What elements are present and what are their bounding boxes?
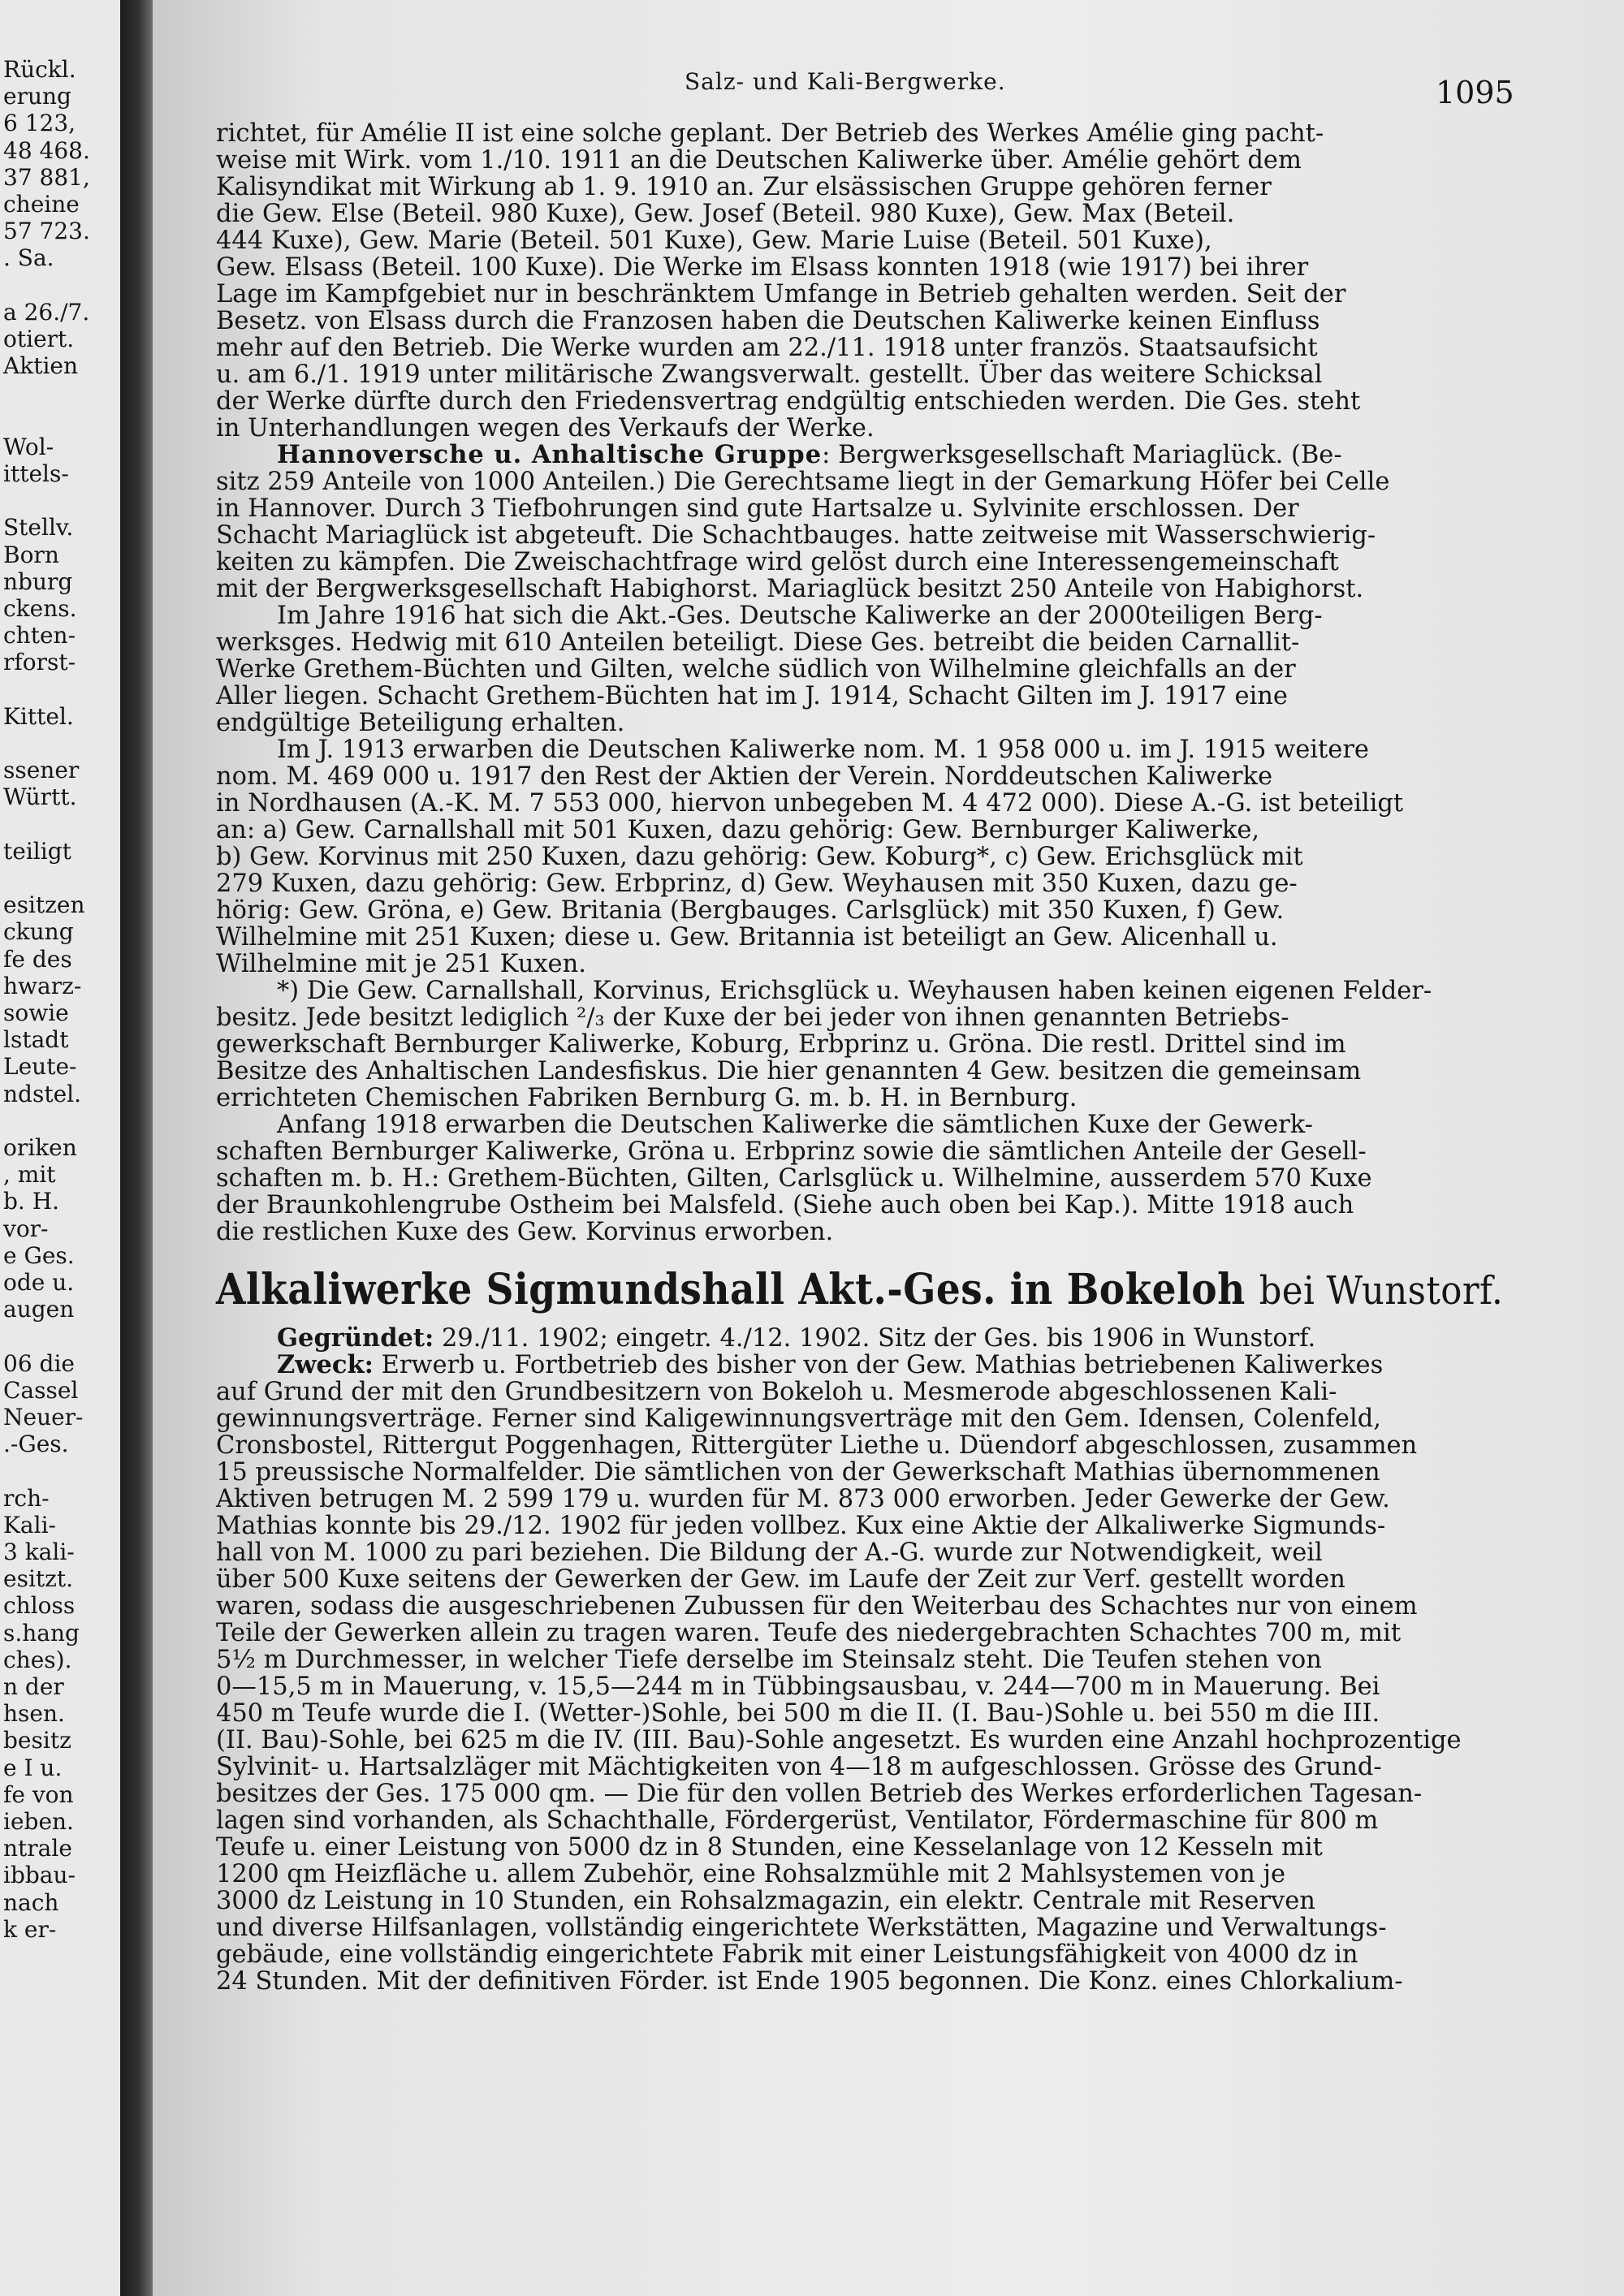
company-heading: Alkaliwerke Sigmundshall Akt.-Ges. in Bokeloh bei Wunstorf. — [216, 1265, 1504, 1314]
left-page-margin-strip — [0, 0, 120, 2296]
text-line: Werke Grethem-Büchten und Gilten, welche südlich von Wilhelmine gleichfalls an der — [216, 655, 1296, 684]
margin-fragment: ibbau- — [3, 1862, 76, 1889]
text-line: 24 Stunden. Mit der definitiven Förder. ist Ende 1905 begonnen. Die Konz. eines Chlorkalium- — [216, 1967, 1403, 1996]
text-line: und diverse Hilfsanlagen, vollständig eingerichtete Werkstätten, Magazine und Verwaltungs- — [216, 1914, 1387, 1942]
margin-fragment: ieben. — [3, 1808, 74, 1835]
page — [153, 0, 1624, 2296]
text-line: in Hannover. Durch 3 Tiefbohrungen sind gute Hartsalze u. Sylvinite erschlossen. Der — [216, 494, 1299, 523]
paragraph-purpose — [216, 1379, 1503, 1995]
text-line: besitzes der Ges. 175 000 qm. — Die für den vollen Betrieb des Werkes erforderlichen Tagesan- — [216, 1780, 1423, 1808]
text-line: (II. Bau)-Sohle, bei 625 m die IV. (III. Bau)-Sohle angesetzt. Es wurden eine Anzahl hochprozentige — [216, 1726, 1462, 1754]
margin-fragment: hwarz- — [3, 972, 82, 999]
margin-fragment: nach — [3, 1888, 59, 1916]
text-line: Im J. 1913 erwarben die Deutschen Kaliwerke nom. M. 1 958 000 u. im J. 1915 weitere — [277, 736, 1369, 764]
margin-fragment: oriken — [3, 1134, 77, 1161]
paragraph-elsass-group — [216, 120, 1503, 442]
text-line: werksges. Hedwig mit 610 Anteilen beteiligt. Diese Ges. betreibt die beiden Carnallit- — [216, 628, 1300, 657]
text-line: lagen sind vorhanden, als Schachthalle, Fördergerüst, Ventilator, Fördermaschine für 800 m — [216, 1806, 1379, 1835]
margin-fragment: Württ. — [3, 783, 77, 811]
text-line: hörig: Gew. Gröna, e) Gew. Britania (Bergbauges. Carlsglück) mit 350 Kuxen, f) Gew. — [216, 896, 1285, 925]
paragraph-hedwig — [216, 602, 1503, 736]
text-line: mit der Bergwerksgesellschaft Habighorst. Mariaglück besitzt 250 Anteile von Habighorst. — [216, 575, 1364, 603]
margin-fragment: Cassel — [3, 1376, 79, 1404]
margin-fragment: a 26./7. — [3, 298, 90, 326]
margin-fragment: rch- — [3, 1484, 50, 1512]
text-line: Teufe u. einer Leistung von 5000 dz in 8 Stunden, eine Kesselanlage von 12 Kesseln mit — [216, 1833, 1323, 1862]
text-line: Wilhelmine mit je 251 Kuxen. — [216, 950, 586, 978]
text-line: 444 Kuxe), Gew. Marie (Beteil. 501 Kuxe), Gew. Marie Luise (Beteil. 501 Kuxe), — [216, 227, 1212, 255]
margin-fragment: k er- — [3, 1915, 57, 1943]
margin-fragment: e I u. — [3, 1754, 63, 1781]
margin-fragment: Born — [3, 541, 59, 568]
margin-fragment: besitz — [3, 1727, 71, 1754]
text-line: an: a) Gew. Carnallshall mit 501 Kuxen, dazu gehörig: Gew. Bernburger Kaliwerke, — [216, 816, 1260, 844]
page-body — [216, 120, 1503, 1995]
purpose-label: Zweck: — [277, 1350, 374, 1379]
margin-fragment: 06 die — [3, 1349, 75, 1377]
text-line: gebäude, eine vollständig eingerichtete Fabrik mit einer Leistungsfähigkeit von 4000 dz in — [216, 1940, 1358, 1969]
text-line: waren, sodass die ausgeschriebenen Zubussen für den Weiterbau des Schachtes nur von einem — [216, 1592, 1418, 1621]
margin-fragment: ckung — [3, 918, 74, 946]
text-line: Im Jahre 1916 hat sich die Akt.-Ges. Deutsche Kaliwerke an der 2000teiligen Berg- — [277, 602, 1323, 630]
text-line: richtet, für Amélie II ist eine solche geplant. Der Betrieb des Werkes Amélie ging pacht- — [216, 119, 1324, 148]
text-line: Besitze des Anhaltischen Landesfiskus. Die hier genannten 4 Gew. besitzen die gemeinsam — [216, 1057, 1362, 1085]
margin-fragment: Kali- — [3, 1511, 56, 1539]
purpose-line: Zweck: Erwerb u. Fortbetrieb des bisher von der Gew. Mathias betriebenen Kaliwerkes — [277, 1350, 1384, 1379]
margin-fragment: ode u. — [3, 1269, 75, 1296]
margin-fragment: . Sa. — [3, 244, 54, 272]
footnote-paragraph — [216, 978, 1503, 1111]
text-line: Mathias konnte bis 29./12. 1902 für jeden vollbez. Kux eine Aktie der Alkaliwerke Sigmunds- — [216, 1512, 1386, 1540]
margin-fragment: ches). — [3, 1646, 72, 1673]
margin-fragment: s.hang — [3, 1619, 80, 1646]
margin-fragment: chten- — [3, 622, 76, 650]
text-line: Kalisyndikat mit Wirkung ab 1. 9. 1910 an. Zur elsässischen Gruppe gehören ferner — [216, 173, 1272, 201]
text-line: Schacht Mariaglück ist abgeteuft. Die Schachtbauges. hatte zeitweise mit Wasserschwierig- — [216, 521, 1376, 550]
text-line: die Gew. Else (Beteil. 980 Kuxe), Gew. Josef (Beteil. 980 Kuxe), Gew. Max (Beteil. — [216, 200, 1235, 228]
margin-fragment: cheine — [3, 191, 80, 218]
margin-fragment: chloss — [3, 1592, 76, 1620]
text-line: Sylvinit- u. Hartsalzläger mit Mächtigkeiten von 4—18 m aufgeschlossen. Grösse des Grund- — [216, 1753, 1382, 1781]
margin-fragment: 3 kali- — [3, 1539, 75, 1565]
margin-fragment: b. H. — [3, 1188, 60, 1215]
founded-line — [216, 1325, 1503, 1352]
margin-fragment: Aktien — [3, 352, 78, 380]
text-line: Gew. Elsass (Beteil. 100 Kuxe). Die Werke im Elsass konnten 1918 (wie 1917) bei ihrer — [216, 253, 1309, 282]
margin-fragment: 57 723. — [3, 218, 90, 245]
margin-fragment: ndstel. — [3, 1080, 82, 1107]
margin-fragment: ntrale — [3, 1835, 72, 1862]
margin-fragment: fe von — [3, 1780, 74, 1808]
text-line: über 500 Kuxe seitens der Gewerken der Gew. im Laufe der Zeit zur Verf. gestellt worden — [216, 1565, 1345, 1594]
text-line: Teile der Gewerken allein zu tragen waren. Teufe des niedergebrachten Schachtes 700 m, mit — [216, 1619, 1402, 1647]
text-line: Cronsbostel, Rittergut Poggenhagen, Rittergüter Liethe u. Düendorf abgeschlossen, zusammen — [216, 1431, 1418, 1460]
margin-fragment: esitzt. — [3, 1565, 74, 1593]
text-line: in Nordhausen (A.-K. M. 7 553 000, hiervon unbegeben M. 4 472 000). Diese A.-G. ist beteiligt — [216, 789, 1404, 818]
paragraph-1918-acquisitions — [216, 1111, 1503, 1245]
text-line: hall von M. 1000 zu pari beziehen. Die Bildung der A.-G. wurde zur Notwendigkeit, weil — [216, 1539, 1323, 1567]
margin-fragment: sowie — [3, 999, 69, 1026]
text-line: der Werke dürfte durch den Friedensvertrag endgültig entschieden werden. Die Ges. steht — [216, 387, 1361, 416]
margin-fragment: .-Ges. — [3, 1431, 69, 1458]
text-line: 279 Kuxen, dazu gehörig: Gew. Erbprinz, d) Gew. Weyhausen mit 350 Kuxen, dazu ge- — [216, 870, 1298, 898]
margin-fragment: otiert. — [3, 326, 75, 352]
margin-fragment: rforst- — [3, 649, 76, 676]
text-line: nom. M. 469 000 u. 1917 den Rest der Aktien der Verein. Norddeutschen Kaliwerke — [216, 762, 1273, 791]
margin-fragment: 6 123, — [3, 110, 76, 137]
text-line: Wilhelmine mit 251 Kuxen; diese u. Gew. Britannia ist beteiligt an Gew. Alicenhall u. — [216, 923, 1278, 952]
text-line: 5½ m Durchmesser, in welcher Tiefe derselbe im Steinsalz steht. Die Teufen stehen von — [216, 1646, 1322, 1674]
margin-fragment: n der — [3, 1673, 64, 1700]
paragraph-nordhausen — [216, 736, 1503, 978]
text-line: u. am 6./1. 1919 unter militärische Zwangsverwalt. gestellt. Über das weitere Schicksal — [216, 360, 1323, 389]
margin-fragment: augen — [3, 1296, 75, 1323]
text-line: keiten zu kämpfen. Die Zweischachtfrage wird gelöst durch eine Interessengemeinschaft — [216, 548, 1339, 576]
margin-fragment: vor- — [3, 1215, 49, 1242]
text-line: 3000 dz Leistung in 10 Stunden, ein Rohsalzmagazin, ein elektr. Centrale mit Reserven — [216, 1887, 1315, 1915]
margin-fragment: ssener — [3, 757, 80, 784]
text-line: schaften Bernburger Kaliwerke, Gröna u. Erbprinz sowie die sämtlichen Anteile der Gesell- — [216, 1137, 1367, 1166]
margin-fragment: ckens. — [3, 595, 77, 622]
margin-fragment: Wol- — [3, 433, 54, 460]
text-line: 450 m Teufe wurde die I. (Wetter-)Sohle, bei 500 m die II. (I. Bau-)Sohle u. bei 550 m die III. — [216, 1699, 1380, 1728]
text-line: Besetz. von Elsass durch die Franzosen haben die Deutschen Kaliwerke keinen Einfluss — [216, 307, 1320, 335]
text-line: weise mit Wirk. vom 1./10. 1911 an die Deutschen Kaliwerke über. Amélie gehört dem — [216, 146, 1302, 175]
margin-fragment: hsen. — [3, 1700, 65, 1728]
founded-label: Gegründet: — [277, 1323, 434, 1353]
margin-fragment: , mit — [3, 1161, 56, 1189]
text-line: die restlichen Kuxe des Gew. Korvinus erworben. — [216, 1218, 834, 1246]
text-line: auf Grund der mit den Grundbesitzern von Bokeloh u. Mesmerode abgeschlossenen Kali- — [216, 1378, 1337, 1406]
text-line: schaften m. b. H.: Grethem-Büchten, Gilten, Carlsglück u. Wilhelmine, ausserdem 570 Kuxe — [216, 1164, 1372, 1193]
paragraph-hannover-first-line: Hannoversche u. Anhaltische Gruppe: Bergwerksgesellschaft Mariaglück. (Be- — [277, 440, 1342, 469]
text-line: Aktiven betrugen M. 2 599 179 u. wurden für M. 873 000 erworben. Jeder Gewerke der Gew. — [216, 1485, 1390, 1513]
text-line: 1200 qm Heizfläche u. allem Zubehör, eine Rohsalzmühle mit 2 Mahlsystemen von je — [216, 1860, 1286, 1888]
text-line: b) Gew. Korvinus mit 250 Kuxen, dazu gehörig: Gew. Koburg*, c) Gew. Erichsglück mit — [216, 843, 1303, 871]
text-line: in Unterhandlungen wegen des Verkaufs der Werke. — [216, 414, 875, 442]
margin-fragment: e Ges. — [3, 1241, 75, 1269]
page-number: 1095 — [1436, 75, 1514, 110]
margin-fragment: 37 881, — [3, 163, 90, 191]
text-line: gewinnungsverträge. Ferner sind Kaligewinnungsverträge mit den Gem. Idensen, Colenfeld, — [216, 1405, 1381, 1433]
text-line: besitz. Jede besitzt lediglich ²/₃ der Kuxe der bei jeder von ihnen genannten Betriebs- — [216, 1003, 1289, 1032]
margin-fragment: lstadt — [3, 1026, 69, 1054]
book-gutter — [120, 0, 153, 2296]
margin-fragment: 48 468. — [3, 136, 90, 164]
margin-fragment: teiligt — [3, 837, 71, 865]
margin-fragment: erung — [3, 83, 71, 110]
margin-fragment: esitzen — [3, 891, 85, 919]
margin-fragment: Neuer- — [3, 1404, 84, 1431]
text-line: 15 preussische Normalfelder. Die sämtlichen von der Gewerkschaft Mathias übernommenen — [216, 1458, 1380, 1487]
text-line: endgültige Beteiligung erhalten. — [216, 709, 625, 737]
margin-fragment: Kittel. — [3, 702, 74, 730]
text-line: mehr auf den Betrieb. Die Werke wurden am 22./11. 1918 unter französ. Staatsaufsicht — [216, 334, 1318, 362]
text-line: Lage im Kampfgebiet nur in beschränktem Umfange in Betrieb gehalten werden. Seit der — [216, 280, 1346, 309]
paragraph-hannover-group — [216, 468, 1503, 602]
margin-fragment: ittels- — [3, 460, 69, 487]
founded-text: 29./11. 1902; eingetr. 4./12. 1902. Sitz der Ges. bis 1906 in Wunstorf. — [434, 1324, 1316, 1353]
text-line: gewerkschaft Bernburger Kaliwerke, Koburg, Erbprinz u. Gröna. Die restl. Drittel sind im — [216, 1030, 1346, 1059]
text-line: Aller liegen. Schacht Grethem-Büchten hat im J. 1914, Schacht Gilten im J. 1917 eine — [216, 682, 1288, 710]
margin-fragment: nburg — [3, 568, 73, 595]
text-line: sitz 259 Anteile von 1000 Anteilen.) Die Gerechtsame liegt in der Gemarkung Höfer bei Celle — [216, 468, 1390, 496]
text-line: *) Die Gew. Carnallshall, Korvinus, Erichsglück u. Weyhausen haben keinen eigenen Felder- — [277, 977, 1432, 1005]
text-line: Anfang 1918 erwarben die Deutschen Kaliwerke die sämtlichen Kuxe der Gewerk- — [277, 1111, 1313, 1139]
section-label-hannover-group: Hannoversche u. Anhaltische Gruppe — [277, 440, 823, 469]
running-head: Salz- und Kali-Bergwerke. — [685, 68, 1006, 95]
text-line: der Braunkohlengrube Ostheim bei Malsfeld. (Siehe auch oben bei Kap.). Mitte 1918 auch — [216, 1191, 1354, 1219]
margin-fragment: Leute- — [3, 1053, 77, 1081]
margin-fragment: Stellv. — [3, 514, 74, 542]
margin-fragment: Rückl. — [3, 56, 76, 83]
margin-fragment: fe des — [3, 945, 72, 973]
text-line: errichteten Chemischen Fabriken Bernburg G. m. b. H. in Bernburg. — [216, 1084, 1078, 1112]
text-line: 0—15,5 m in Mauerung, v. 15,5—244 m in Tübbingsausbau, v. 244—700 m in Mauerung. Bei — [216, 1672, 1380, 1701]
